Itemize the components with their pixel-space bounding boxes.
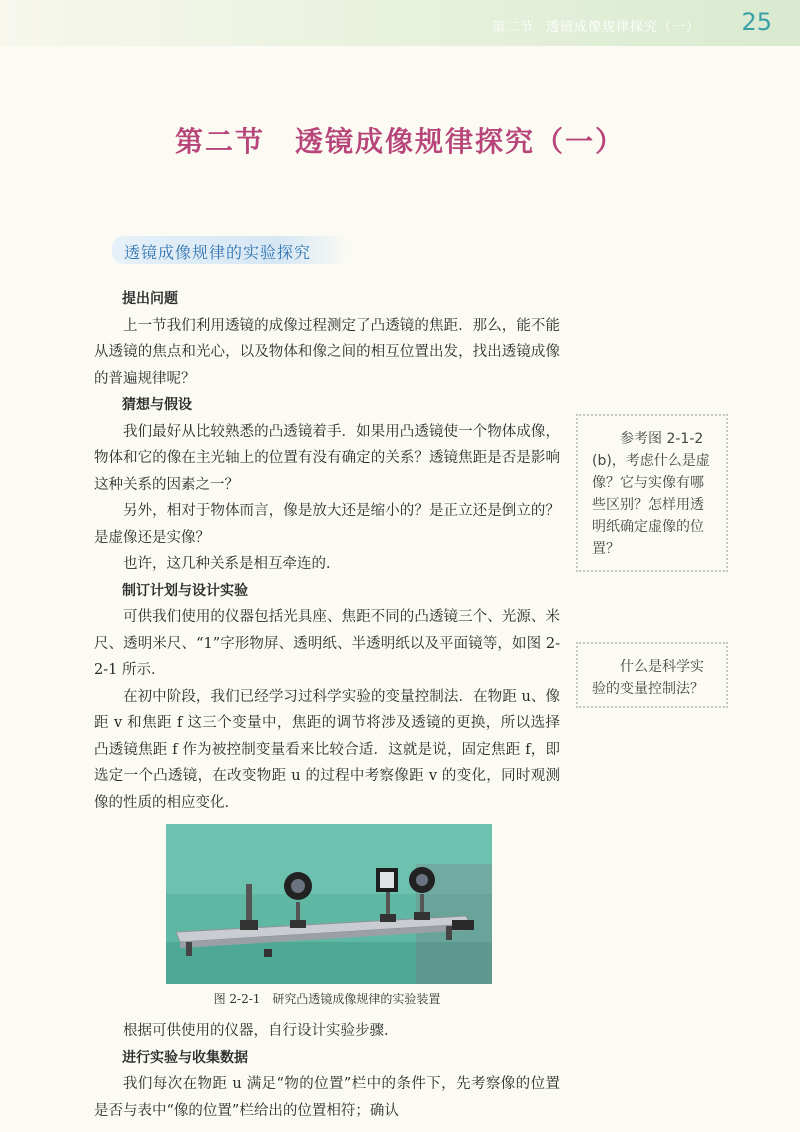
side-note-virtual-image (576, 414, 728, 572)
header-chapter-title: 透镜成像规律探究（一） (545, 20, 700, 35)
optical-bench-illustration (166, 824, 492, 984)
heading-plan-design: 制订计划与设计实验 (122, 582, 248, 599)
main-text (94, 286, 560, 1124)
running-header (480, 16, 700, 35)
header-section: 第二节 (491, 20, 534, 35)
paragraph: 另外，相对于物体而言，像是放大还是缩小的？是正立还是倒立的？是虚像还是实像？ (94, 503, 560, 546)
paragraph: 根据可供使用的仪器，自行设计实验步骤． (123, 1023, 399, 1039)
heading-hypothesis: 猜想与假设 (122, 397, 192, 413)
page-title: 第二节 透镜成像规律探究（一） (174, 125, 625, 158)
paragraph: 上一节我们利用透镜的成像过程测定了凸透镜的焦距．那么，能不能从透镜的焦点和光心，以及物体和像之间的相互位置出发，找出透镜成像的普遍规律呢？ (94, 317, 560, 387)
side-note-variable-control (576, 642, 728, 708)
figure-caption: 图 2-2-1 研究凸透镜成像规律的实验装置 (213, 992, 441, 1006)
paragraph: 可供我们使用的仪器包括光具座、焦距不同的凸透镜三个、光源、米尺、透明米尺、“1”字形物屏、透明纸、半透明纸以及平面镜等，如图 2-2-1 所示． (94, 609, 560, 678)
heading-propose-question: 提出问题 (122, 291, 178, 307)
paragraph: 我们最好从比较熟悉的凸透镜着手．如果用凸透镜使一个物体成像，物体和它的像在主光轴上的位置有没有确定的关系？透镜焦距是否是影响这种关系的因素之一？ (94, 423, 560, 493)
section-heading: 透镜成像规律的实验探究 (124, 243, 312, 262)
side-note-text: 什么是科学实验的变量控制法？ (592, 659, 704, 697)
heading-experiment-data: 进行实验与收集数据 (122, 1049, 248, 1066)
side-note-text: 参考图 2-1-2 (b)，考虑什么是虚像？它与实像有哪些区别？怎样用透明纸确定虚像的位置？ (592, 431, 710, 557)
paragraph: 也许，这几种关系是相互牵连的． (123, 556, 341, 572)
page-number: 25 (741, 8, 772, 36)
section-heading-tab (112, 236, 350, 264)
paragraph: 在初中阶段，我们已经学习过科学实验的变量控制法．在物距 u、像距 v 和焦距 f 这三个变量中，焦距的调节将涉及透镜的更换，所以选择凸透镜焦距 f 作为被控制变量看来比较合适．这就是说，固定焦距 f，即选定一个凸透镜，在改变物距 u 的过程中考察像距 v 的变化，同时观测像的性质的相应变化． (94, 688, 560, 811)
experiment-apparatus-photo (166, 824, 492, 984)
paragraph: 我们每次在物距 u 满足“物的位置”栏中的条件下，先考察像的位置是否与表中“像的位置”栏给出的位置相符；确认 (94, 1076, 560, 1119)
